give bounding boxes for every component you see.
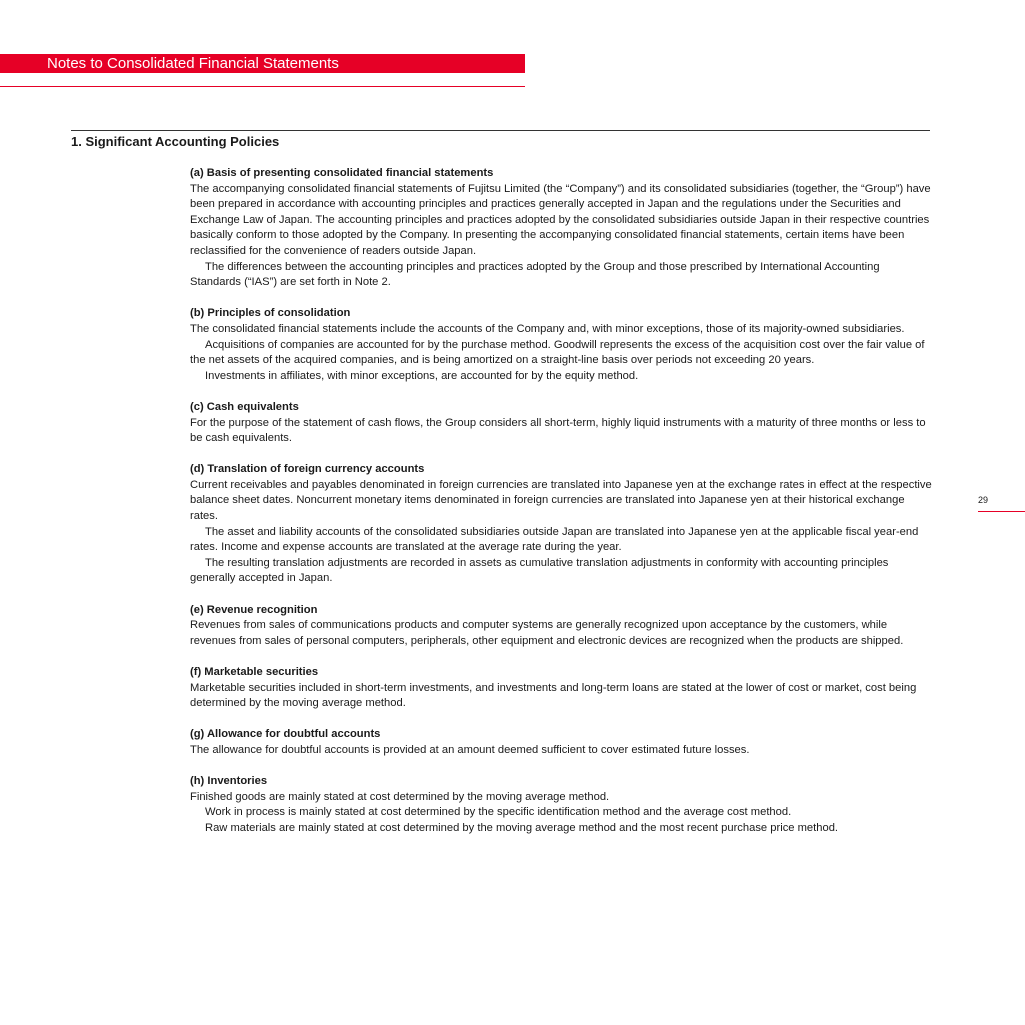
header-band — [0, 54, 525, 73]
page-number: 29 — [978, 495, 989, 505]
subsection-inventories — [190, 774, 932, 836]
subsection-paragraph: Current receivables and payables denominated in foreign currencies are translated into Japanese yen at the exchange rates in effect at the respective balance sheet dates. Noncurrent monetary items denominated in foreign currencies are translated into Japanese yen at their historical exchange rates. — [190, 478, 932, 523]
notes-content — [190, 166, 932, 852]
subsection-paragraph: Revenues from sales of communications products and computer systems are generally recognized upon acceptance by the customers, while revenues from sales of personal computers, peripherals, other equipment and electronic devices are recognized when the products are shipped. — [190, 619, 904, 647]
page-number-rule — [978, 511, 1025, 512]
subsection-heading: (h) Inventories — [190, 775, 268, 788]
subsection-foreign-currency-translation — [190, 462, 932, 587]
subsection-paragraph: The asset and liability accounts of the consolidated subsidiaries outside Japan are translated into Japanese yen at the applicable fiscal year-end rates. Income and expense accounts are translated at the average rate during the year. — [190, 525, 919, 554]
subsection-paragraph: The differences between the accounting principles and practices adopted by the Group and those prescribed by International Accounting Standards (“IAS”) are set forth in Note 2. — [190, 260, 880, 289]
subsection-paragraph: Investments in affiliates, with minor exceptions, are accounted for by the equity method. — [205, 369, 639, 382]
subsection-heading: (a) Basis of presenting consolidated financial statements — [190, 167, 494, 179]
subsection-paragraph: Marketable securities included in short-term investments, and investments and long-term loans are stated at the lower of cost or market, cost being determined by the moving average method. — [190, 681, 917, 710]
subsection-marketable-securities — [190, 665, 932, 712]
subsection-principles-of-consolidation — [190, 306, 932, 384]
subsection-heading: (d) Translation of foreign currency accounts — [190, 463, 425, 476]
subsection-heading: (g) Allowance for doubtful accounts — [190, 728, 381, 741]
subsection-heading: (c) Cash equivalents — [190, 400, 299, 413]
subsection-basis-of-presentation — [190, 166, 932, 291]
subsection-paragraph: The accompanying consolidated financial statements of Fujitsu Limited (the “Company”) and its consolidated subsidiaries (together, the “Group”) have been prepared in accordance with accounting principles and practices generally accepted in Japan and the regulations under the Securities and Exchange Law of Japan. The accounting principles and practices adopted by the consolidated subsidiaries outside Japan in their respective countries basically conform to those adopted by the Company. In presenting the accompanying consolidated financial statements, certain items have been reclassified for the convenience of readers outside Japan. — [190, 182, 931, 257]
subsection-revenue-recognition — [190, 603, 932, 650]
subsection-paragraph: The consolidated financial statements include the accounts of the Company and, with minor exceptions, those of its majority-owned subsidiaries. — [190, 322, 905, 335]
subsection-cash-equivalents — [190, 400, 932, 447]
subsection-paragraph: The resulting translation adjustments are recorded in assets as cumulative translation adjustments in conformity with accounting principles generally accepted in Japan. — [190, 556, 889, 585]
section-rule — [71, 130, 930, 131]
subsection-paragraph: Finished goods are mainly stated at cost determined by the moving average method. — [190, 790, 610, 803]
subsection-heading: (b) Principles of consolidation — [190, 307, 351, 320]
subsection-paragraph: Work in process is mainly stated at cost determined by the specific identification method and the average cost method. — [205, 806, 792, 819]
subsection-allowance-doubtful-accounts — [190, 727, 932, 758]
subsection-heading: (e) Revenue recognition — [190, 603, 318, 616]
subsection-paragraph: For the purpose of the statement of cash flows, the Group considers all short-term, highly liquid instruments with a maturity of three months or less to be cash equivalents. — [190, 416, 926, 445]
subsection-heading: (f) Marketable securities — [190, 666, 319, 678]
header-title: Notes to Consolidated Financial Statements — [47, 55, 339, 72]
subsection-paragraph: Raw materials are mainly stated at cost determined by the moving average method and the most recent purchase price method. — [205, 821, 839, 834]
subsection-paragraph: The allowance for doubtful accounts is provided at an amount deemed sufficient to cover estimated future losses. — [190, 743, 750, 756]
header-rule — [0, 86, 525, 87]
subsection-paragraph: Acquisitions of companies are accounted for by the purchase method. Goodwill represents the excess of the acquisition cost over the fair value of the net assets of the acquired companies, and is being amortized on a straight-line basis over periods not exceeding 20 years. — [190, 338, 925, 367]
section-title: 1. Significant Accounting Policies — [71, 134, 280, 149]
